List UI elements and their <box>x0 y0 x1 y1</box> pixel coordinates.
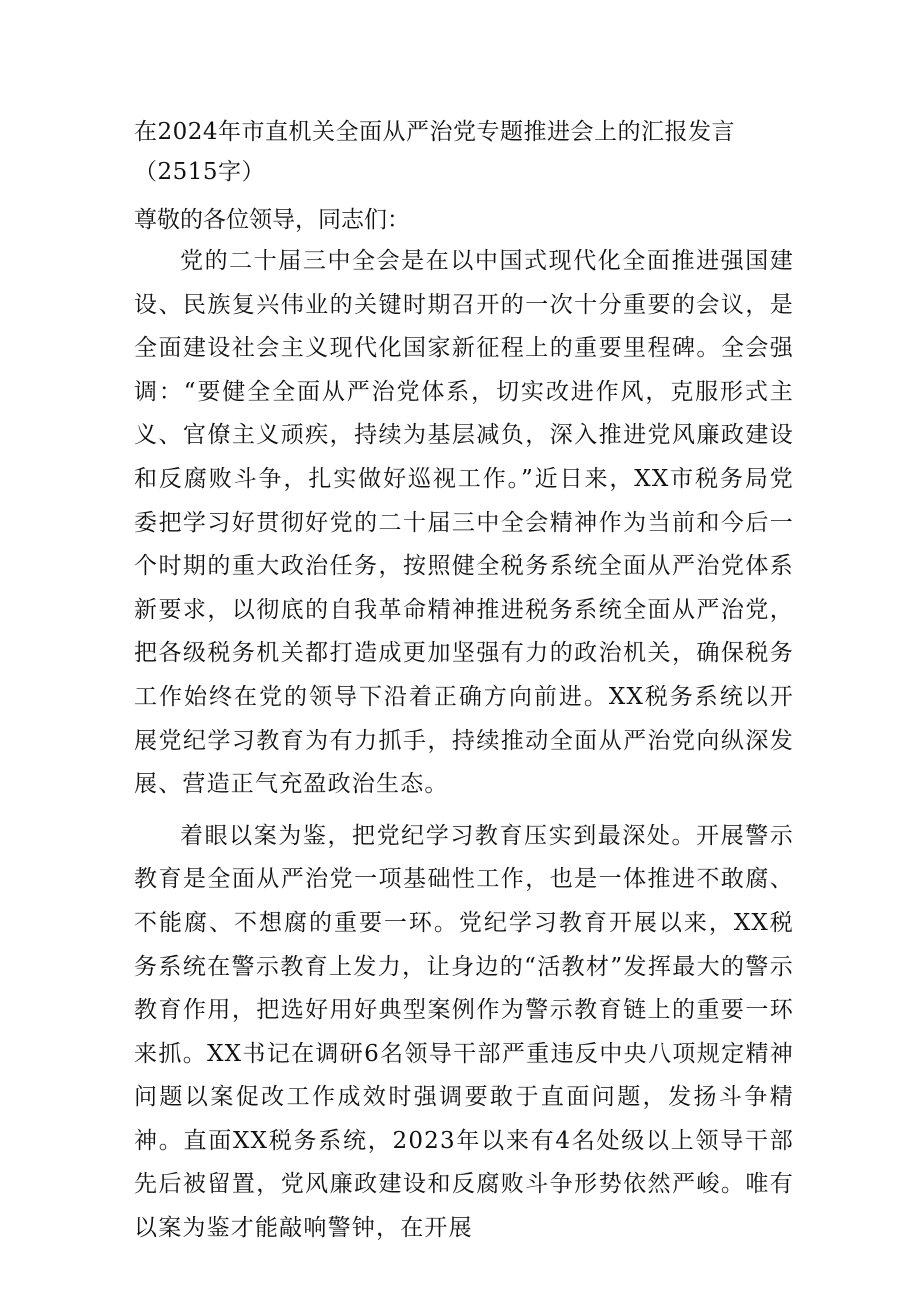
document-title: 在2024年市直机关全面从严治党专题推进会上的汇报发言（2515字） <box>134 119 736 185</box>
document-body <box>134 240 794 1251</box>
paragraph-2: 着眼以案为鉴，把党纪学习教育压实到最深处。开展警示教育是全面从严治党一项基础性工作，也是一体推进不敢腐、不能腐、不想腐的重要一环。党纪学习教育开展以来，XX税务系统在警示教育上发力，让身边的“活教材”发挥最大的警示教育作用，把选好用好典型案例作为警示教育链上的重要一环来抓。XX书记在调研6名领导干部严重违反中央八项规定精神问题以案促改工作成效时强调要敢于直面问题，发扬斗争精神。直面XX税务系统，2023年以来有4名处级以上领导干部先后被留置，党风廉政建设和反腐败斗争形势依然严峻。唯有以案为鉴才能敲响警钟，在开展 <box>134 822 794 1242</box>
salutation: 尊敬的各位领导，同志们： <box>134 207 410 233</box>
paragraph-1: 党的二十届三中全会是在以中国式现代化全面推进强国建设、民族复兴伟业的关键时期召开的一次十分重要的会议，是全面建设社会主义现代化国家新征程上的重要里程碑。全会强调：“要健全全面从严治党体系，切实改进作风，克服形式主义、官僚主义顽疾，持续为基层减负，深入推进党风廉政建设和反腐败斗争，扎实做好巡视工作。”近日来，XX市税务局党委把学习好贯彻好党的二十届三中全会精神作为当前和今后一个时期的重大政治任务，按照健全税务系统全面从严治党体系新要求，以彻底的自我革命精神推进税务系统全面从严治党，把各级税务机关都打造成更加坚强有力的政治机关，确保税务工作始终在党的领导下沿着正确方向前进。XX税务系统以开展党纪学习教育为有力抓手，持续推动全面从严治党向纵深发展、营造正气充盈政治生态。 <box>134 248 794 798</box>
